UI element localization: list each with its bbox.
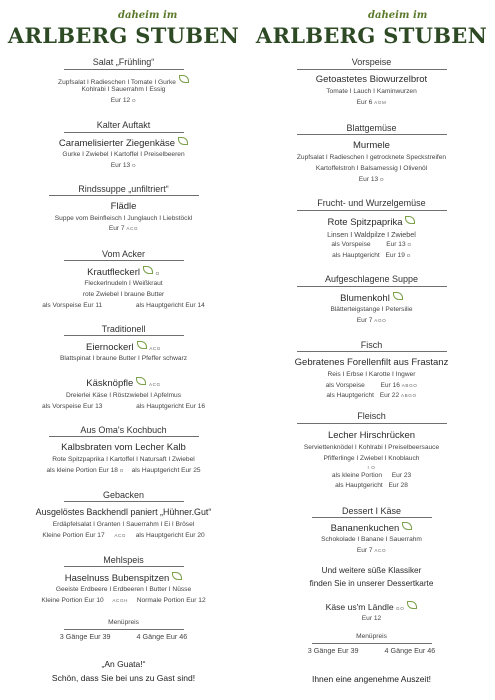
dish-description: rote Zwiebel I braune Butter — [82, 291, 165, 298]
dish-name: Getoastetes Biowurzelbrot — [315, 74, 428, 85]
price: Eur 6 AGM — [356, 99, 387, 106]
dish-description: Reis I Erbse I Karotte I Ingwer — [327, 371, 416, 378]
price-row: Kleine Portion Eur 10 ACGH Normale Portion Eur 12 — [41, 597, 206, 604]
section-title-aufg: Aufgeschlagene Suppe — [324, 274, 419, 284]
divider — [64, 260, 184, 261]
menu-column-right — [248, 0, 495, 700]
divider — [297, 134, 447, 135]
dish-description: Pfifferlinge I Zwiebel I Knoblauch — [323, 455, 420, 462]
vegetarian-leaf-icon — [143, 266, 153, 274]
section-title-suppe: Rindssuppe „unfiltriert“ — [78, 184, 169, 194]
section-title-fleisch: Fleisch — [357, 411, 386, 421]
section-title-menupreis: Menüpreis — [108, 619, 139, 626]
dish-description: Tomate I Lauch I Kaminwurzen — [326, 88, 417, 95]
menu-column-left — [0, 0, 247, 700]
dish-name: Murmele — [353, 140, 390, 151]
price: Eur 12 O — [110, 97, 137, 104]
section-title-vorspeise: Vorspeise — [351, 57, 392, 67]
dish-name: Kalbsbraten vom Lecher Kalb — [61, 442, 186, 453]
vegetarian-leaf-icon — [179, 75, 189, 83]
section-title-kalt: Kalter Auftakt — [96, 120, 151, 130]
section-title-gebacken: Gebacken — [102, 490, 145, 500]
vegetarian-leaf-icon — [407, 601, 417, 609]
dish-description: Kohlrabi I Sauerrahm I Essig — [81, 86, 166, 93]
section-title-acker: Vom Acker — [101, 249, 146, 259]
price: Eur 12 — [361, 615, 382, 622]
dish-name: Blumenkohl — [248, 292, 495, 304]
dessert-note: finden Sie in unserer Dessertkarte — [309, 579, 434, 588]
divider — [64, 629, 184, 630]
section-title-blatt: Blattgemüse — [346, 123, 397, 133]
divider — [297, 286, 447, 287]
dish-description: Dreierlei Käse I Röstzwiebel I Apfelmus — [65, 392, 182, 399]
closing-greeting: „An Guata!“ — [101, 659, 146, 669]
vegetarian-leaf-icon — [172, 572, 182, 580]
dish-name: Krautfleckerl O — [87, 267, 160, 278]
logo-tagline: daheim im — [118, 10, 178, 21]
divider — [64, 335, 184, 336]
dish-description: Blattspinat I braune Butter I Pfeffer schwarz — [59, 355, 188, 362]
dish-description: Zupfsalat I Radieschen I Tomate I Gurke — [0, 75, 247, 86]
divider — [312, 517, 432, 518]
price-row: als kleine Portion Eur 23 — [331, 472, 412, 479]
price-row: als kleine Portion Eur 18 O als Hauptgericht Eur 25 — [46, 467, 201, 474]
dish-description: Schokolade I Banane I Sauerrahm — [321, 536, 422, 543]
logo-brand: ARLBERG STUBEN — [7, 23, 240, 48]
dish-name: Rote Spitzpaprika — [248, 216, 495, 228]
divider — [312, 643, 432, 644]
dish-description: Geeiste Erdbeere I Erdbeeren I Butter I Nüsse — [55, 586, 192, 593]
vegetarian-leaf-icon — [405, 216, 415, 224]
price: Eur 7 ACO — [356, 547, 387, 554]
price-row: als Hauptgericht Eur 28 — [335, 482, 408, 489]
dish-name: Eiernockerl ACG — [86, 342, 161, 353]
price-row: Kleine Portion Eur 17 ACG als Hauptgericht Eur 20 — [42, 532, 205, 539]
dish-description: Linsen I Waldpilze I Zwiebel — [327, 230, 416, 239]
dish-description: Suppe vom Beinfleisch I Junglauch I Liebstöckl — [54, 215, 193, 222]
closing-message: Ihnen eine angenehme Auszeit! — [311, 674, 432, 684]
logo — [248, 10, 495, 50]
vegetarian-leaf-icon — [178, 137, 188, 145]
divider — [297, 351, 447, 352]
dish-name: Bananenkuchen — [248, 522, 495, 534]
price-row: als Vorspeise Eur 16 ABGO — [325, 382, 418, 389]
price: Eur 13 O — [110, 162, 137, 169]
vegetarian-leaf-icon — [402, 522, 412, 530]
dish-description: Blätterteigstange I Petersilie — [330, 306, 413, 313]
dish-name: Caramelisierter Ziegenkäse — [0, 137, 247, 149]
logo-tagline: daheim im — [368, 10, 428, 21]
dish-name: Ausgelöstes Backhendl paniert „Hühner.Gut“ — [35, 507, 212, 517]
price-row: als Vorspeise Eur 13 O — [331, 241, 412, 248]
section-title-trad: Traditionell — [101, 324, 146, 334]
dish-description: Rote Spitzpaprika I Kartoffel I Natursaft I Zwiebel — [52, 456, 195, 463]
dish-description: Gurke I Zwiebel I Kartoffel I Preiselbeeren — [62, 151, 185, 158]
divider — [64, 566, 184, 567]
divider — [64, 69, 184, 70]
allergen-codes: I O — [367, 465, 376, 470]
dish-description: Fleckerlnudeln I Weißkraut — [84, 280, 163, 287]
divider — [297, 69, 447, 70]
closing-message: Schön, dass Sie bei uns zu Gast sind! — [51, 673, 196, 683]
dish-description: Zupfsalat I Radieschen I getrocknete Speckstreifen — [296, 154, 447, 161]
logo — [0, 10, 247, 50]
dish-name: Lecher Hirschrücken — [327, 430, 416, 441]
section-title-oma: Aus Oma's Kochbuch — [80, 425, 167, 435]
menu-price-row: 3 Gänge Eur 39 4 Gänge Eur 46 — [307, 646, 436, 655]
divider — [64, 132, 184, 133]
divider — [49, 436, 199, 437]
section-title-dessert: Dessert I Käse — [341, 506, 402, 516]
section-title-mehl: Mehlspeis — [103, 555, 144, 565]
section-title-menupreis: Menüpreis — [356, 633, 387, 640]
dish-name: Käsknöpfle ACG — [86, 378, 161, 389]
dish-description: Serviettenknödel I Kohlrabi I Preiselbeersauce — [303, 444, 440, 451]
vegetarian-leaf-icon — [393, 292, 403, 300]
divider — [297, 423, 447, 424]
logo-brand: ARLBERG STUBEN — [255, 23, 488, 48]
menu-price-row: 3 Gänge Eur 39 4 Gänge Eur 46 — [59, 632, 188, 641]
divider — [49, 195, 199, 196]
price-row: als Vorspeise Eur 11 als Hauptgericht Eur 14 — [42, 302, 205, 309]
price-row: als Hauptgericht Eur 22 ABGO — [326, 392, 417, 399]
dish-description: Erdäpfelsalat I Granten I Sauerrahm I Ei I Brösel — [52, 521, 195, 528]
dish-name: Käse us'm Ländle GO — [248, 601, 495, 612]
vegetarian-leaf-icon — [136, 377, 146, 385]
price: Eur 7 ACG — [108, 225, 139, 232]
dish-description: Kartoffelstroh I Balsamessig I Olivenöl — [315, 165, 428, 172]
price: Eur 13 O — [358, 176, 385, 183]
section-title-salat: Salat „Frühling“ — [92, 57, 155, 67]
price: Eur 7 AGO — [356, 317, 387, 324]
price-row: als Vorspeise Eur 13 als Hauptgericht Eur 16 — [41, 403, 206, 410]
section-title-fisch: Fisch — [360, 340, 383, 350]
dish-name: Flädle — [110, 201, 137, 212]
dish-name: Gebratenes Forellenfilt aus Frastanz — [294, 357, 449, 368]
section-title-frucht: Frucht- und Wurzelgemüse — [317, 198, 426, 208]
price-row: als Hauptgericht Eur 19 O — [332, 252, 411, 259]
divider — [64, 501, 184, 502]
dish-name: Haselnuss Bubenspitzen — [0, 572, 247, 584]
vegetarian-leaf-icon — [137, 341, 147, 349]
dessert-note: Und weitere süße Klassiker — [321, 566, 422, 575]
divider — [297, 210, 447, 211]
